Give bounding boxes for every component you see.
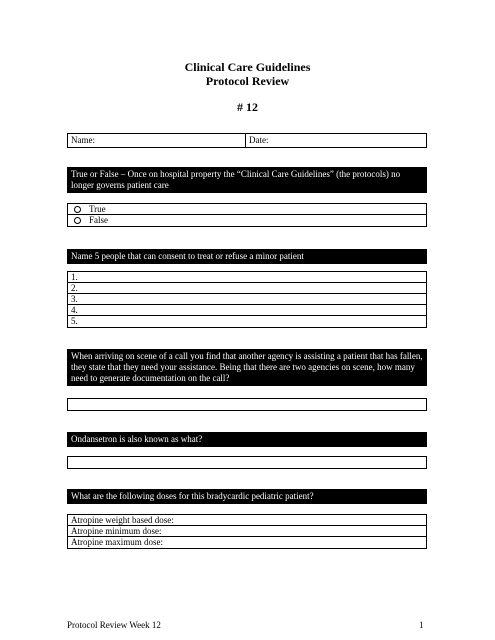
answer-line-2[interactable]: 2. — [68, 283, 426, 294]
page-number: 1 — [419, 620, 424, 630]
question-3-header: When arriving on scene of a call you find that another agency is assisting a patient that has fallen, they state that they need your assistance. Being that there are two agencies on scene, how many need to generate documentation on the call? — [67, 349, 427, 386]
name-label: Name: — [71, 135, 95, 145]
title-line-1: Clinical Care Guidelines — [184, 60, 311, 74]
answer-line-5[interactable]: 5. — [71, 316, 78, 326]
option-label: True — [89, 203, 106, 214]
question-1-answers — [67, 203, 427, 227]
answer-line[interactable] — [68, 399, 426, 410]
question-5-answers — [67, 514, 427, 549]
question-4-header: Ondansetron is also known as what? — [67, 432, 427, 447]
question-2-header: Name 5 people that can consent to treat or refuse a minor patient — [67, 249, 427, 264]
name-field[interactable] — [68, 134, 246, 147]
question-3-answer — [67, 398, 427, 411]
date-field[interactable] — [246, 134, 426, 147]
question-4-answer — [67, 456, 427, 469]
footer-text: Protocol Review Week 12 — [67, 620, 161, 630]
radio-circle-icon[interactable] — [74, 217, 81, 224]
answer-line-weight-dose[interactable]: Atropine weight based dose: — [68, 515, 426, 526]
question-5-header: What are the following doses for this bradycardic pediatric patient? — [67, 489, 427, 504]
question-1-header: True or False – Once on hospital property the “Clinical Care Guidelines” (the protocols) no longer governs patient care — [67, 167, 427, 193]
answer-line-1[interactable]: 1. — [68, 272, 426, 283]
question-2-answers — [67, 271, 427, 328]
option-true[interactable] — [68, 204, 426, 215]
review-number: # 12 — [237, 100, 258, 114]
answer-line-4[interactable]: 4. — [68, 305, 426, 316]
option-false[interactable] — [68, 215, 426, 226]
title-line-2: Protocol Review — [205, 74, 290, 88]
answer-line[interactable] — [68, 457, 426, 468]
option-label: False — [89, 215, 108, 225]
name-date-box — [67, 133, 427, 148]
date-label: Date: — [249, 135, 269, 145]
answer-line-minimum-dose[interactable]: Atropine minimum dose: — [68, 526, 426, 537]
answer-line-3[interactable]: 3. — [68, 294, 426, 305]
answer-line-maximum-dose[interactable]: Atropine maximum dose: — [71, 537, 163, 547]
radio-circle-icon[interactable] — [74, 206, 81, 213]
